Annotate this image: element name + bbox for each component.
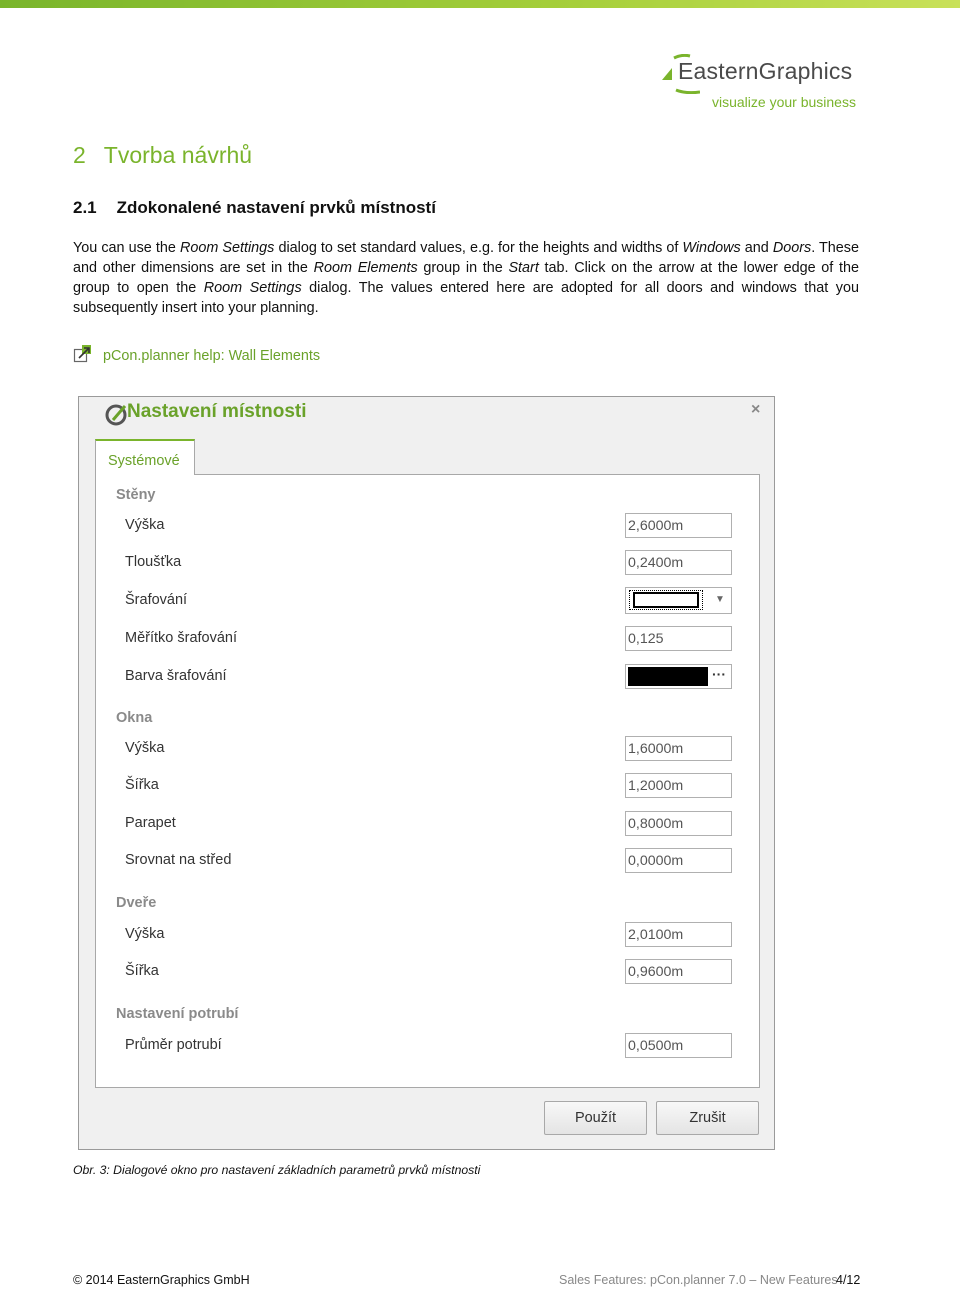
group-title-walls: Stěny [116,487,156,503]
text-run: You can use the [73,240,180,256]
text-emphasis: Windows [682,240,741,256]
hatching-dropdown[interactable] [625,587,732,614]
group-title-windows: Okna [116,710,153,726]
text-emphasis: Start [508,260,539,276]
hatching-preview [633,592,699,608]
text-emphasis: Room Elements [313,260,418,276]
company-logo [660,54,870,114]
wall-height-label: Výška [125,517,165,533]
pipe-diameter-field[interactable]: 0,0500m [625,1033,732,1058]
more-options-icon[interactable]: ··· [712,666,726,682]
door-height-label: Výška [125,926,165,942]
settings-panel [95,474,760,1088]
hatch-color-picker[interactable] [625,664,732,689]
hatch-scale-field[interactable]: 0,125 [625,626,732,651]
close-button[interactable]: × [751,401,761,418]
dialog-title: Nastavení místnosti [127,401,307,422]
window-width-label: Šířka [125,777,159,793]
footer-page-number: 4/12 [836,1273,861,1287]
door-width-label: Šířka [125,963,159,979]
text-emphasis: Room Settings [203,280,302,296]
text-run: tab. Click on the arrow at the lower edge of the group to open the [73,260,859,296]
window-height-field[interactable]: 1,6000m [625,736,732,761]
footer-copyright: © 2014 EasternGraphics GmbH [73,1273,250,1287]
window-center-label: Srovnat na střed [125,852,232,868]
section-number: 2 [73,142,86,168]
hatch-color-swatch [628,667,708,686]
hatch-color-label: Barva šrafování [125,668,227,684]
text-run: dialog. The values entered here are adopted for all doors and windows that you subsequently insert into your planning. [73,280,859,316]
text-emphasis: Room Settings [179,240,275,256]
text-run: group in the [417,260,509,276]
group-title-pipes: Nastavení potrubí [116,1006,239,1022]
tab-system[interactable] [95,439,195,475]
door-width-field[interactable]: 0,9600m [625,959,732,984]
help-link-text[interactable]: pCon.planner help: Wall Elements [103,348,321,364]
logo-tagline: visualize your business [712,94,856,110]
pipe-diameter-label: Průměr potrubí [125,1037,222,1053]
figure-caption: Obr. 3: Dialogové okno pro nastavení základních parametrů prvků místnosti [73,1163,481,1177]
apply-button[interactable]: Použít [544,1101,647,1135]
body-paragraph [73,238,859,318]
section-title: Tvorba návrhů [103,142,253,168]
window-height-label: Výška [125,740,165,756]
hatch-scale-label: Měřítko šrafování [125,630,238,646]
hatching-label: Šrafování [125,592,188,608]
window-sill-label: Parapet [125,815,176,831]
window-sill-field[interactable]: 0,8000m [625,811,732,836]
wall-thickness-label: Tloušťka [125,554,182,570]
text-run: dialog to set standard values, e.g. for the heights and widths of [274,240,683,256]
subsection-title: Zdokonalené nastavení prvků místností [116,198,436,217]
chevron-down-icon[interactable]: ▼ [715,594,725,605]
text-run: and [740,240,773,256]
section-heading [73,142,252,169]
text-run: . These and other dimensions are set in the [73,240,859,276]
door-height-field[interactable]: 2,0100m [625,922,732,947]
tab-system-label: Systémové [108,453,180,469]
footer-document-title: Sales Features: pCon.planner 7.0 – New Features [559,1273,838,1287]
window-width-field[interactable]: 1,2000m [625,773,732,798]
external-link-icon [73,344,93,364]
subsection-number: 2.1 [73,198,97,217]
top-accent-bar [0,0,960,8]
wall-height-field[interactable]: 2,6000m [625,513,732,538]
subsection-heading [73,198,436,218]
group-title-doors: Dveře [116,895,157,911]
pcon-logo-icon [105,402,129,426]
window-center-field[interactable]: 0,0000m [625,848,732,873]
hatching-swatch [629,590,703,610]
room-settings-dialog [78,396,775,1150]
logo-name: EasternGraphics [678,58,853,84]
wall-thickness-field[interactable]: 0,2400m [625,550,732,575]
cancel-button[interactable]: Zrušit [656,1101,759,1135]
text-emphasis: Doors [772,240,812,256]
